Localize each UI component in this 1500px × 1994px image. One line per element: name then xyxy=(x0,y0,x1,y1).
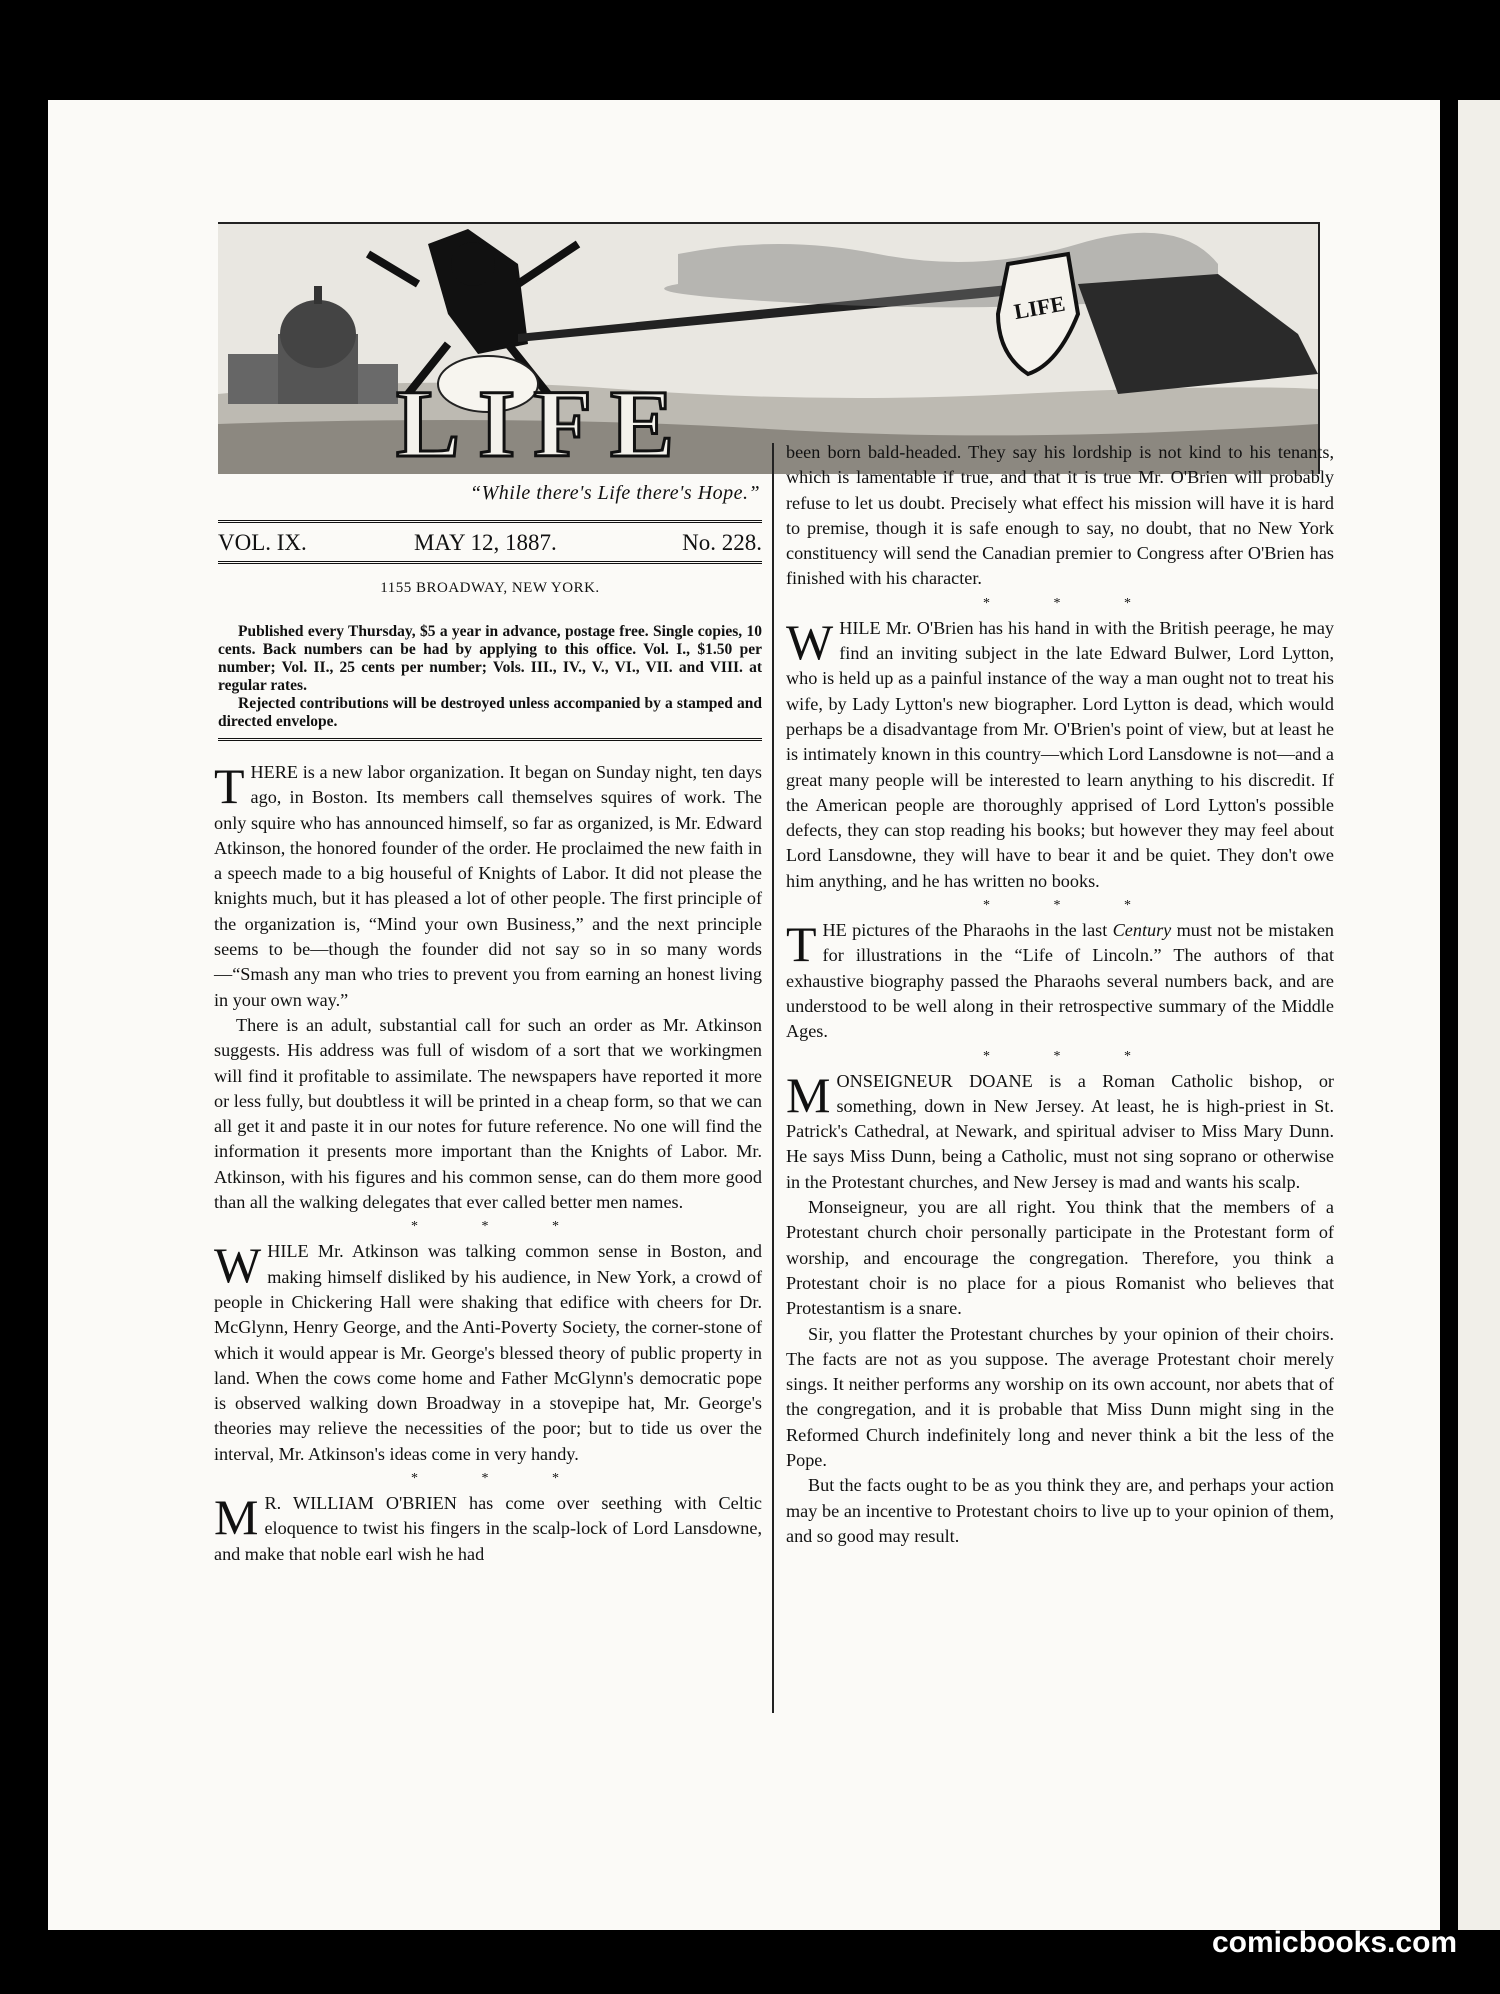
watermark: comicbooks.com xyxy=(1212,1926,1458,1959)
article-paragraph: Sir, you flatter the Protestant churches by your opinion of their choirs. The facts are not as you suppose. The average Protestant choir merely sings. It neither performs any worship on its own account, nor abets that of the congregation, and it is probable that Miss Dunn might sing in the Reformed Church indefinitely long and never think a bit the less of the Pope. xyxy=(786,1323,1334,1470)
volume-label: VOL. IX. xyxy=(218,530,307,555)
article-paragraph-continued: been born bald-headed. They say his lordship is not kind to his tenants, which is lamentable if true, and that it is true Mr. O'Brien will probably refuse to let us doubt. Precisely what effect his mission will have it is hard to premise, though it is safe enough to say, no doubt, that no New York constituency will send the Canadian premier to Congress after O'Brien has finished with his character. xyxy=(786,442,1334,589)
adjacent-page-edge xyxy=(1458,100,1500,1930)
drop-cap: T xyxy=(786,916,817,973)
masthead-title-lettering: LIFE xyxy=(396,370,693,474)
section-separator: * * * xyxy=(983,595,1161,611)
drop-cap: M xyxy=(786,1066,831,1123)
office-address: 1155 BROADWAY, NEW YORK. xyxy=(380,580,600,596)
article-paragraph: But the facts ought to be as you think they are, and perhaps your action may be an incentive to Protestant choirs to live up to your opinion of them, and so good may result. xyxy=(786,1475,1334,1546)
section-separator: * * * xyxy=(411,1471,589,1487)
article-monseigneur-doane: MONSEIGNEUR DOANE is a Roman Catholic bishop, or something, down in New Jersey. At least, he is high-priest in St. Patrick's Cathedral, at Newark, and spiritual adviser to Miss Mary Dunn. He says Miss Dunn, being a Catholic, must not sing soprano or otherwise in the Protestant churches, and New Jersey is mad and wants his scalp. xyxy=(786,1066,1334,1192)
shield-lettering: LIFE xyxy=(1012,290,1067,325)
left-column xyxy=(214,760,762,1567)
drop-cap: W xyxy=(214,1237,262,1294)
article-obrien: M R. WILLIAM O'BRIEN has come over seething with Celtic eloquence to twist his fingers in the scalp-lock of Lord Lansdowne, and make that noble earl wish he had xyxy=(214,1489,762,1564)
article-pharaohs: THE pictures of the Pharaohs in the last Century must not be mistaken for illustrations in the “Life of Lincoln.” The authors of that exhaustive biography passed the Pharaohs several numbers back, and are understood to be well along in their retrospective summary of the Middle Ages. xyxy=(786,916,1334,1042)
masthead-motto: “While there's Life there's Hope.” xyxy=(470,482,761,504)
section-separator: * * * xyxy=(983,1048,1161,1064)
rejected-contributions-note: Rejected contributions will be destroyed unless accompanied by a stamped and directed envelope. xyxy=(218,695,762,730)
subscription-terms: Published every Thursday, $5 a year in advance, postage free. Single copies, 10 cents. Back numbers can be had by applying to this office. Vol. I., $1.50 per number; Vol. II., 25 cents per number; Vols. III., IV., V., VI., VII. and VIII. at regular rates. xyxy=(218,623,762,694)
drop-cap: W xyxy=(786,613,834,670)
section-separator: * * * xyxy=(411,1219,589,1235)
issue-line xyxy=(218,520,762,564)
article-squires-of-work: THERE is a new labor organization. It began on Sunday night, ten days ago, in Boston. Its members call themselves squires of work. The only squire who has announced himself, so far as organized, is Mr. Edward Atkinson, the honored founder of the order. He proclaimed the new faith in a speech made to a big houseful of Knights of Labor. It did not please the knights much, but it has pleased a lot of other people. The first principle of the organization is, “Mind your own Business,” and the next principle seems to be—though the founder did not say so in so many words—“Smash any man who tries to prevent you from earning an honest living in your own way.” xyxy=(214,758,762,1010)
publication-notice xyxy=(218,623,762,731)
double-rule xyxy=(218,738,762,741)
drop-cap: T xyxy=(214,758,245,814)
issue-date: MAY 12, 1887. xyxy=(414,530,557,555)
article-anti-poverty: WHILE Mr. Atkinson was talking common sense in Boston, and making himself disliked by his audience, in New York, a crowd of people in Chickering Hall were shaking that edifice with cheers for Dr. McGlynn, Henry George, and the Anti-Poverty Society, the corner-stone of which it would appear is Mr. George's blessed theory of public property in land. When the cows come home and Father McGlynn's democratic pope is observed walking down Broadway in a stovepipe hat, Mr. George's theories may relieve the necessities of the poor; but to tide us over the interval, Mr. Atkinson's ideas come in very handy. xyxy=(214,1237,762,1464)
article-paragraph: Monseigneur, you are all right. You think that the members of a Protestant church choir personally participate in the Protestant form of worship, and encourage the congregation. Therefore, you think a Protestant choir is no place for a pious Romanist who believes that Protestantism is a snare. xyxy=(786,1197,1334,1319)
section-separator: * * * xyxy=(983,898,1161,914)
article-lord-lytton: WHILE Mr. O'Brien has his hand in with the British peerage, he may find an inviting subject in the late Edward Bulwer, Lord Lytton, who is held up as a painful instance of the way a man ought not to treat his wife, by Lady Lytton's new biographer. Lord Lytton is dead, which would perhaps be a disadvantage from Mr. O'Brien's point of view, but at least he is intimately known in this country—which Lord Lansdowne is not—and a great many people will be interested to learn anything to his discredit. If the American people are thoroughly apprised of Lord Lytton's possible defects, they can stop reading his books; but however they may feel about Lord Lansdowne, they will have to bear it and be quiet. They don't owe him anything, and he has written no books. xyxy=(786,613,1334,891)
article-paragraph: There is an adult, substantial call for such an order as Mr. Atkinson suggests. His address was full of wisdom of a sort that we workingmen will find it profitable to assimilate. The newspapers have reported it more or less fully, but doubtless it will be printed in a cheap form, so that we can all get it and paste it in our notes for future reference. No one will find the information it presents more important than the Knights of Labor. Mr. Atkinson, with his figures and his common sense, can do them more good than all the walking delegates that ever called better men names. xyxy=(214,1014,762,1213)
right-column xyxy=(786,440,1334,1549)
masthead-illustration xyxy=(218,222,1320,474)
column-rule xyxy=(772,443,774,1713)
drop-cap: M xyxy=(214,1489,259,1546)
issue-number: No. 228. xyxy=(682,530,762,555)
